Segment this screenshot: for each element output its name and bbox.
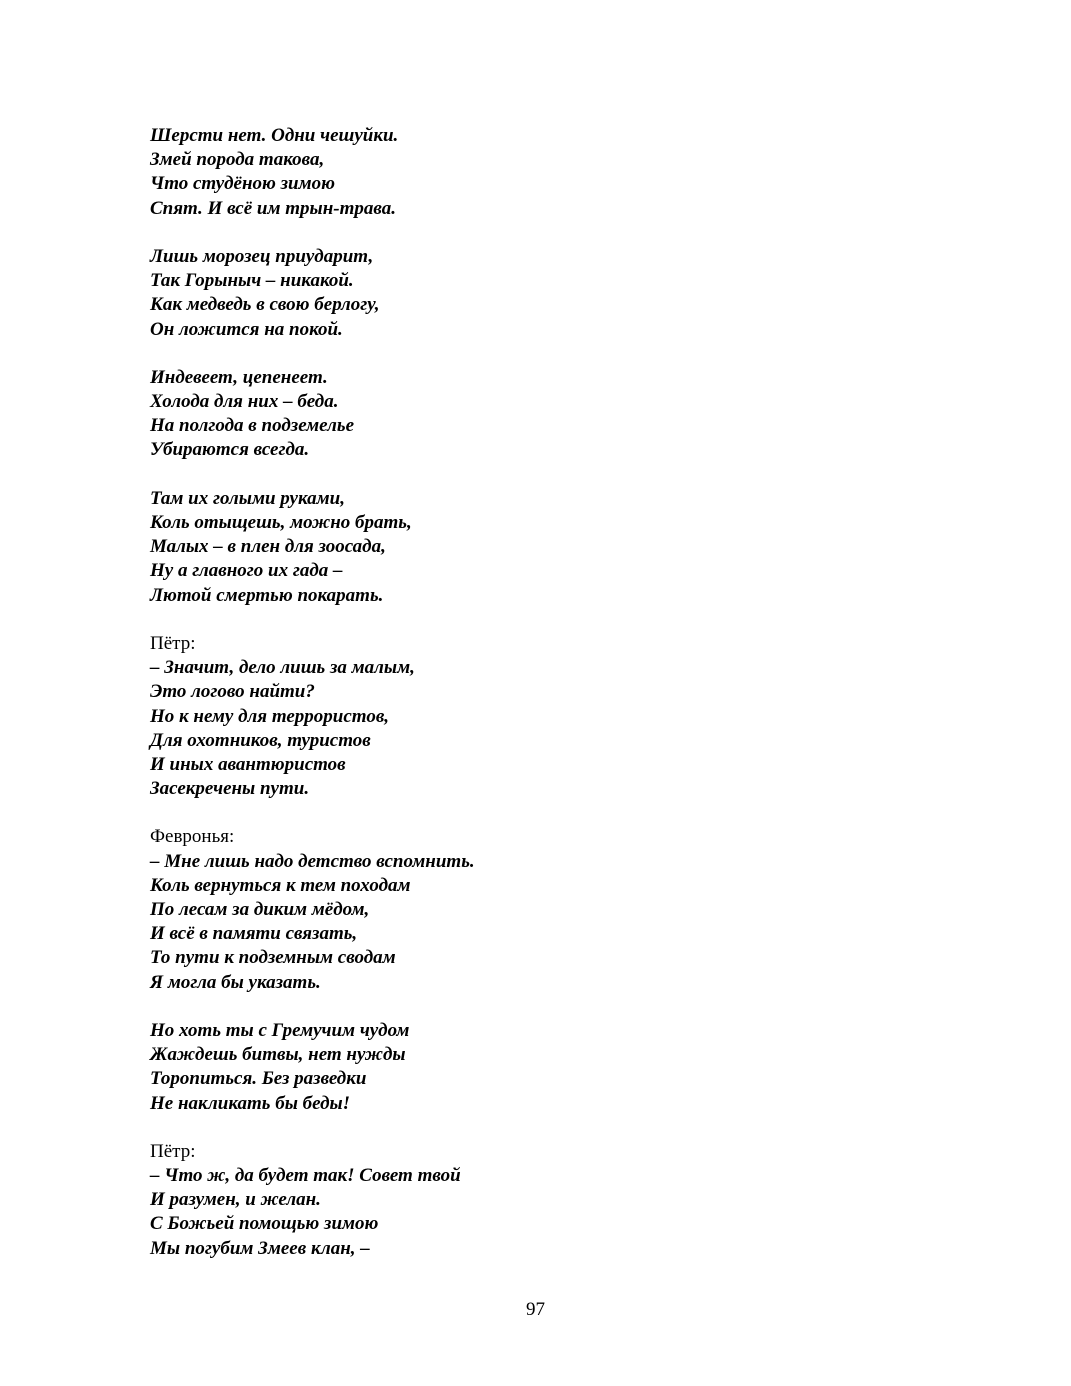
- stanza: [150, 245, 950, 342]
- speaker-name: Пётр:: [150, 1140, 196, 1162]
- verse-line: Так Горыныч – никакой.: [150, 270, 354, 292]
- verse-line: Лютой смертью покарать.: [150, 584, 384, 606]
- verse-line: Не накликать бы беды!: [150, 1092, 351, 1114]
- verse-line: На полгода в подземелье: [150, 415, 355, 437]
- verse-line: Я могла бы указать.: [150, 971, 321, 993]
- verse-line: Лишь морозец приударит,: [150, 245, 374, 267]
- speaker-name: Пётр:: [150, 632, 196, 654]
- verse-line: Что студёною зимою: [150, 173, 335, 195]
- verse-line: Ну а главного их гада –: [150, 560, 343, 582]
- poem-text: [150, 124, 950, 1285]
- stanza: [150, 366, 950, 463]
- speaker-name: Февронья:: [150, 826, 235, 848]
- stanza: [150, 632, 950, 801]
- verse-line: Торопиться. Без разведки: [150, 1068, 367, 1090]
- stanza: [150, 124, 950, 221]
- verse-line: Как медведь в свою берлогу,: [150, 294, 380, 316]
- verse-line: – Что ж, да будет так! Совет твой: [150, 1165, 461, 1187]
- verse-line: Малых – в плен для зоосада,: [150, 536, 386, 558]
- verse-line: Змей порода такова,: [150, 149, 325, 171]
- stanza: [150, 1019, 950, 1116]
- stanza: [150, 1140, 950, 1261]
- verse-line: То пути к подземным сводам: [150, 947, 396, 969]
- verse-line: Убираются всегда.: [150, 439, 310, 461]
- verse-line: По лесам за диким мёдом,: [150, 899, 370, 920]
- stanza: [150, 825, 950, 994]
- verse-line: Засекречены пути.: [150, 778, 310, 800]
- verse-line: Шерсти нет. Одни чешуйки.: [150, 125, 399, 146]
- verse-line: Холода для них – беда.: [150, 391, 339, 413]
- verse-line: И всё в памяти связать,: [150, 923, 358, 945]
- verse-line: Мы погубим Змеев клан, –: [150, 1237, 370, 1259]
- verse-line: Там их голыми руками,: [150, 487, 345, 509]
- verse-line: Но к нему для террористов,: [150, 705, 390, 727]
- verse-line: И иных авантюристов: [150, 753, 346, 775]
- verse-line: Коль вернуться к тем походам: [150, 874, 411, 896]
- verse-line: Для охотников, туристов: [150, 729, 371, 751]
- verse-line: Это логово найти?: [150, 681, 315, 703]
- verse-line: И разумен, и желан.: [150, 1189, 321, 1211]
- stanza: [150, 487, 950, 608]
- verse-line: Коль отыщешь, можно брать,: [150, 512, 412, 533]
- verse-line: Он ложится на покой.: [150, 318, 343, 340]
- verse-line: Жаждешь битвы, нет нужды: [150, 1044, 406, 1066]
- verse-line: – Значит, дело лишь за малым,: [150, 657, 415, 679]
- verse-line: Спят. И всё им трын-трава.: [150, 197, 396, 219]
- page-number: 97: [526, 1299, 545, 1320]
- verse-line: Но хоть ты с Гремучим чудом: [150, 1019, 410, 1041]
- verse-line: – Мне лишь надо детство вспомнить.: [150, 850, 475, 872]
- verse-line: Индевеет, цепенеет.: [150, 366, 328, 388]
- verse-line: С Божьей помощью зимою: [150, 1213, 379, 1235]
